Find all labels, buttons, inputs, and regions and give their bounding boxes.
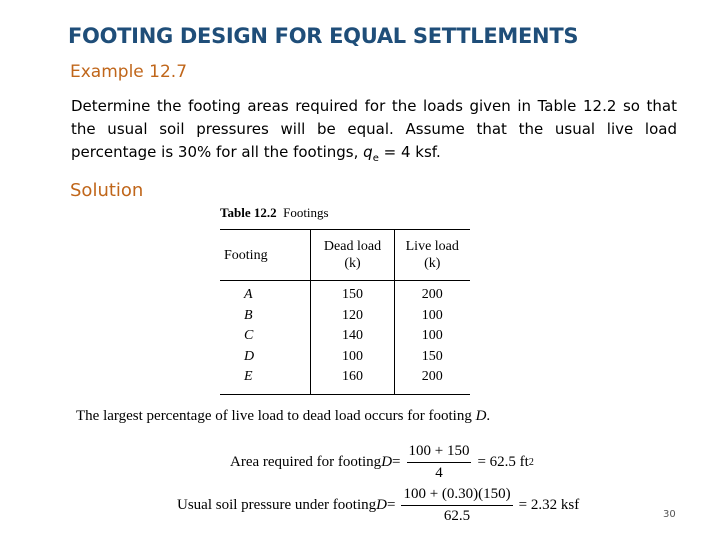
problem-variable-subscript: e <box>372 153 379 164</box>
pressure-result: = 2.32 ksf <box>518 497 580 513</box>
header-live-load: Live load (k) <box>394 230 470 281</box>
live-load-cell: 200 <box>394 367 470 394</box>
solution-statement: The largest percentage of live load to dead load occurs for footing D. <box>76 408 491 424</box>
area-unit-exponent: 2 <box>528 457 534 468</box>
footing-variable: D <box>475 408 487 424</box>
problem-tail: = 4 ksf. <box>378 143 441 161</box>
footings-table <box>220 229 470 395</box>
header-dead-load: Dead load (k) <box>311 230 394 281</box>
live-load-cell: 100 <box>394 326 470 347</box>
table-row <box>220 281 470 306</box>
live-load-cell: 100 <box>394 306 470 327</box>
slide-title: FOOTING DESIGN FOR EQUAL SETTLEMENTS <box>68 24 579 48</box>
dead-load-cell: 140 <box>311 326 394 347</box>
pressure-fraction <box>401 486 512 525</box>
dead-load-cell: 120 <box>311 306 394 327</box>
pressure-label: Usual soil pressure under footing <box>177 497 377 513</box>
live-load-cell: 150 <box>394 347 470 368</box>
table-caption <box>220 205 329 221</box>
pressure-variable: D <box>376 497 387 513</box>
table-caption-title: Footings <box>283 205 329 220</box>
problem-text: Determine the footing areas required for the loads given in Table 12.2 so that the usual soil pressures will be equal. Assume that the usual live load percentage is 30% for all the footings, <box>71 97 677 161</box>
dead-load-cell: 100 <box>311 347 394 368</box>
table-row <box>220 367 470 394</box>
area-result: = 62.5 ft <box>477 454 529 470</box>
area-numerator: 100 + 150 <box>407 443 472 463</box>
area-label: Area required for footing <box>230 454 382 470</box>
pressure-denominator: 62.5 <box>443 508 471 524</box>
problem-variable: q <box>363 143 373 161</box>
pressure-equation: Usual soil pressure under footing D = $\frac{100 + (0.30)(150)}{62.5}$ = 2.32 ksf <box>177 486 580 524</box>
live-load-cell: 200 <box>394 281 470 306</box>
footing-cell: E <box>220 367 311 394</box>
dead-load-cell: 150 <box>311 281 394 306</box>
footing-cell: C <box>244 328 254 344</box>
problem-statement <box>71 95 677 170</box>
table-caption-label: Table 12.2 <box>220 205 277 220</box>
solution-heading: Solution <box>70 180 144 201</box>
dead-load-cell: 160 <box>311 367 394 394</box>
pressure-numerator: 100 + (0.30)(150) <box>401 486 512 506</box>
table-row <box>220 306 470 327</box>
example-heading: Example 12.7 <box>70 62 188 82</box>
table-row <box>220 326 470 347</box>
area-fraction <box>407 443 472 482</box>
footing-cell: B <box>244 307 253 323</box>
area-equation: Area required for footing D = $\frac{100 + 150}{4}$ = 62.5 ft 2 <box>230 443 534 481</box>
footing-cell: D <box>244 348 255 364</box>
header-footing: Footing <box>220 230 311 281</box>
footing-cell: A <box>244 287 253 303</box>
area-denominator: 4 <box>435 465 443 481</box>
page-number: 30 <box>663 509 676 520</box>
table-row <box>220 347 470 368</box>
area-variable: D <box>381 454 393 470</box>
